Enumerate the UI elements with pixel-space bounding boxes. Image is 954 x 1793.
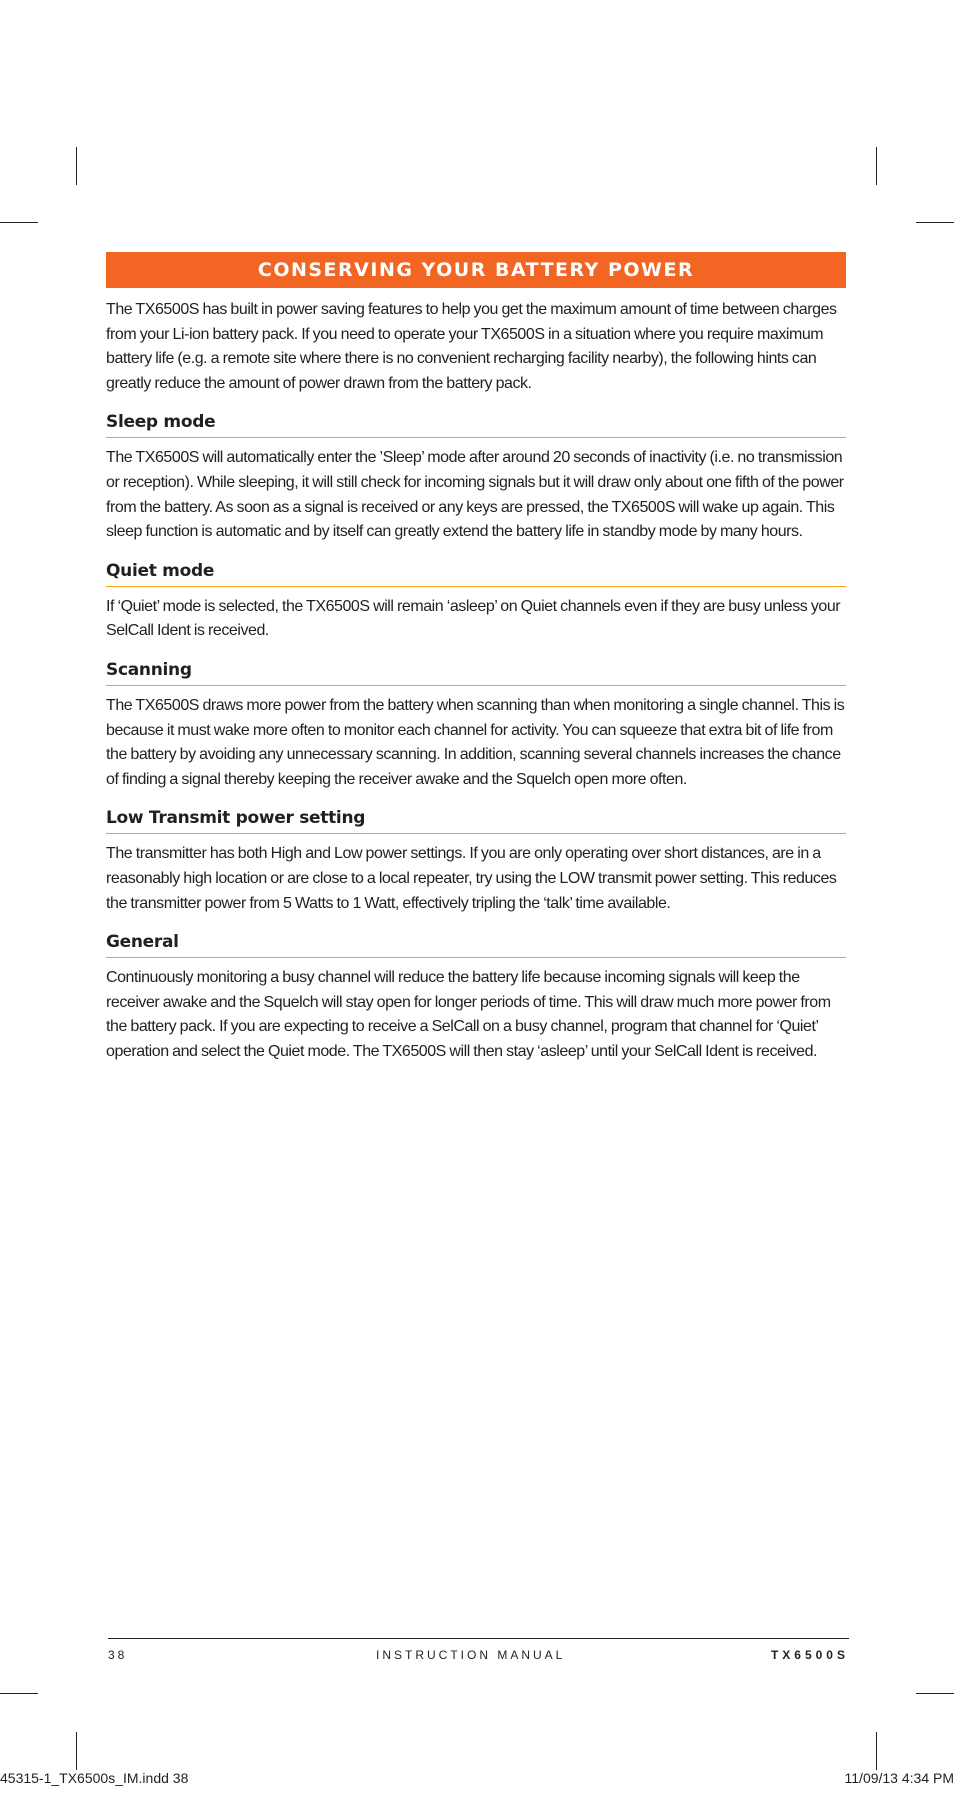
section-body: The TX6500S will automatically enter the ’Sleep’ mode after around 20 seconds of inactivity (i.e. no transmission or reception). While sleeping, it will still check for incoming signals but it will draw only about one fifth of the power from the battery. As soon as a signal is received or any keys are pressed, the TX6500S will wake up again. This sleep function is automatic and by itself can greatly extend the battery life in standby mode by many hours.: [106, 449, 844, 541]
page-content: [106, 252, 846, 1064]
section-general: [106, 926, 846, 1064]
section-heading: Quiet mode: [106, 555, 846, 587]
section-heading: Scanning: [106, 654, 846, 686]
crop-mark: [876, 1732, 877, 1770]
section-sleep-mode: [106, 406, 846, 544]
section-heading: Low Transmit power setting: [106, 802, 846, 834]
section-low-transmit-power: [106, 802, 846, 916]
intro-paragraph: The TX6500S has built in power saving features to help you get the maximum amount of time between charges from your Li-ion battery pack. If you need to operate your TX6500S in a situation where you require maximum battery life (e.g. a remote site where there is no convenient recharging facility nearby), the following hints can greatly reduce the amount of power drawn from the battery pack.: [106, 301, 837, 392]
section-body: If ‘Quiet’ mode is selected, the TX6500S will remain ‘asleep’ on Quiet channels even if they are busy unless your SelCall Ident is received.: [106, 597, 841, 640]
section-scanning: [106, 654, 846, 792]
crop-mark: [76, 1732, 77, 1770]
section-body: The TX6500S draws more power from the battery when scanning than when monitoring a single channel. This is because it must wake more often to monitor each channel for activity. You can squeeze that extra bit of life from the battery by avoiding any unnecessary scanning. In addition, scanning several channels increases the chance of finding a signal thereby keeping the receiver awake and the Squelch open more often.: [106, 696, 845, 788]
print-slug-datetime: 11/09/13 4:34 PM: [844, 1770, 954, 1786]
section-heading: General: [106, 926, 846, 958]
footer-manual-label: INSTRUCTION MANUAL: [376, 1648, 566, 1662]
page-title: CONSERVING YOUR BATTERY POWER: [106, 252, 846, 288]
section-quiet-mode: [106, 555, 846, 644]
section-heading: Sleep mode: [106, 406, 846, 438]
crop-mark: [916, 1693, 954, 1694]
crop-mark: [76, 147, 77, 185]
crop-mark: [0, 1693, 38, 1694]
footer-rule: [108, 1638, 849, 1639]
crop-mark: [0, 222, 38, 223]
print-slug-file: 45315-1_TX6500s_IM.indd 38: [0, 1770, 189, 1786]
footer-brand: TX6500S: [770, 1648, 849, 1662]
crop-mark: [876, 147, 877, 185]
section-body: The transmitter has both High and Low power settings. If you are only operating over short distances, are in a reasonably high location or are close to a local repeater, try using the LOW transmit power setting. This reduces the transmitter power from 5 Watts to 1 Watt, effectively tripling the ‘talk’ time available.: [106, 845, 837, 912]
section-body: Continuously monitoring a busy channel will reduce the battery life because incoming signals will keep the receiver awake and the Squelch will stay open for longer periods of time. This will draw much more power from the battery pack. If you are expecting to receive a SelCall on a busy channel, program that channel for ‘Quiet’ operation and select the Quiet mode. The TX6500S will then stay ‘asleep’ until your SelCall Ident is received.: [106, 969, 831, 1060]
crop-mark: [916, 222, 954, 223]
page-number: 38: [108, 1648, 128, 1662]
